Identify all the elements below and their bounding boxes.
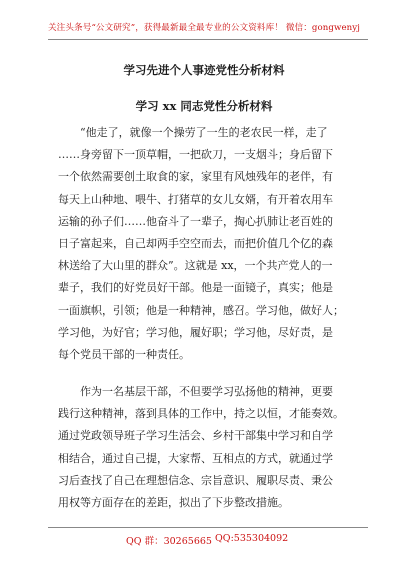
- footer-qq-number: QQ:535304092: [215, 533, 289, 544]
- paragraph-line: ……身旁留下一顶草帽，一把砍刀，一支烟斗；身后留下: [58, 148, 333, 162]
- footer: [0, 533, 408, 547]
- paragraph-line: 林送给了大山里的群众”。这就是 xx，一个共产党人的一: [58, 259, 333, 273]
- paragraph-1: [58, 122, 344, 366]
- paragraph-line: 运输的孙子们……他奋斗了一辈子，掏心扒肺让老百姓的: [58, 214, 333, 228]
- paragraph-line: “他走了，就像一个操劳了一生的老农民一样，走了: [80, 126, 328, 139]
- paragraph-line: 日子富起来，自己却两手空空而去，而把价值几个亿的森: [58, 237, 333, 251]
- footer-qq-group: QQ 群：30265665: [126, 536, 212, 547]
- header-banner: 关注头条号“公文研究”，获得最新最全最专业的公文资料库！ 微信：gongwenyj: [47, 23, 361, 33]
- paragraph-line: 一面旗帜，引领；他是一种精神，感召。学习他，做好人；: [58, 303, 344, 317]
- paragraph-line: 作为一名基层干部，不但要学习弘扬他的精神，更要: [80, 385, 333, 398]
- paragraph-line: 践行这种精神，落到具体的工作中，持之以恒，才能奏效。: [58, 407, 344, 421]
- document-title: 学习先进个人事迹党性分析材料: [123, 63, 285, 77]
- paragraph-2: [58, 381, 344, 514]
- paragraph-line: 通过党政领导班子学习生活会、乡村干部集中学习和自学: [58, 429, 333, 443]
- footer-divider: [48, 527, 368, 528]
- paragraph-line: 辈子，我们的好党员好干部。他是一面镜子，真实；他是: [58, 281, 333, 295]
- paragraph-line: 习后查找了自己在理想信念、宗旨意识、履职尽责、秉公: [58, 473, 333, 487]
- header-divider: [48, 39, 368, 40]
- document-subtitle: 学习 xx 同志党性分析材料: [135, 99, 273, 113]
- paragraph-line: 学习他，为好官；学习他，履好职；学习他，尽好责，是: [58, 325, 333, 339]
- paragraph-line: 用权等方面存在的差距，拟出了下步整改措施。: [58, 496, 289, 510]
- paragraph-line: 每天上山种地、喂牛、打猪草的女儿女婿，有开着农用车: [58, 192, 333, 206]
- paragraph-line: 每个党员干部的一种责任。: [58, 348, 190, 362]
- paragraph-line: 相结合，通过自己提，大家帮、互相点的方式，就通过学: [58, 451, 333, 465]
- paragraph-line: 一个依然需要创土取食的家，家里有风烛残年的老伴，有: [58, 170, 333, 184]
